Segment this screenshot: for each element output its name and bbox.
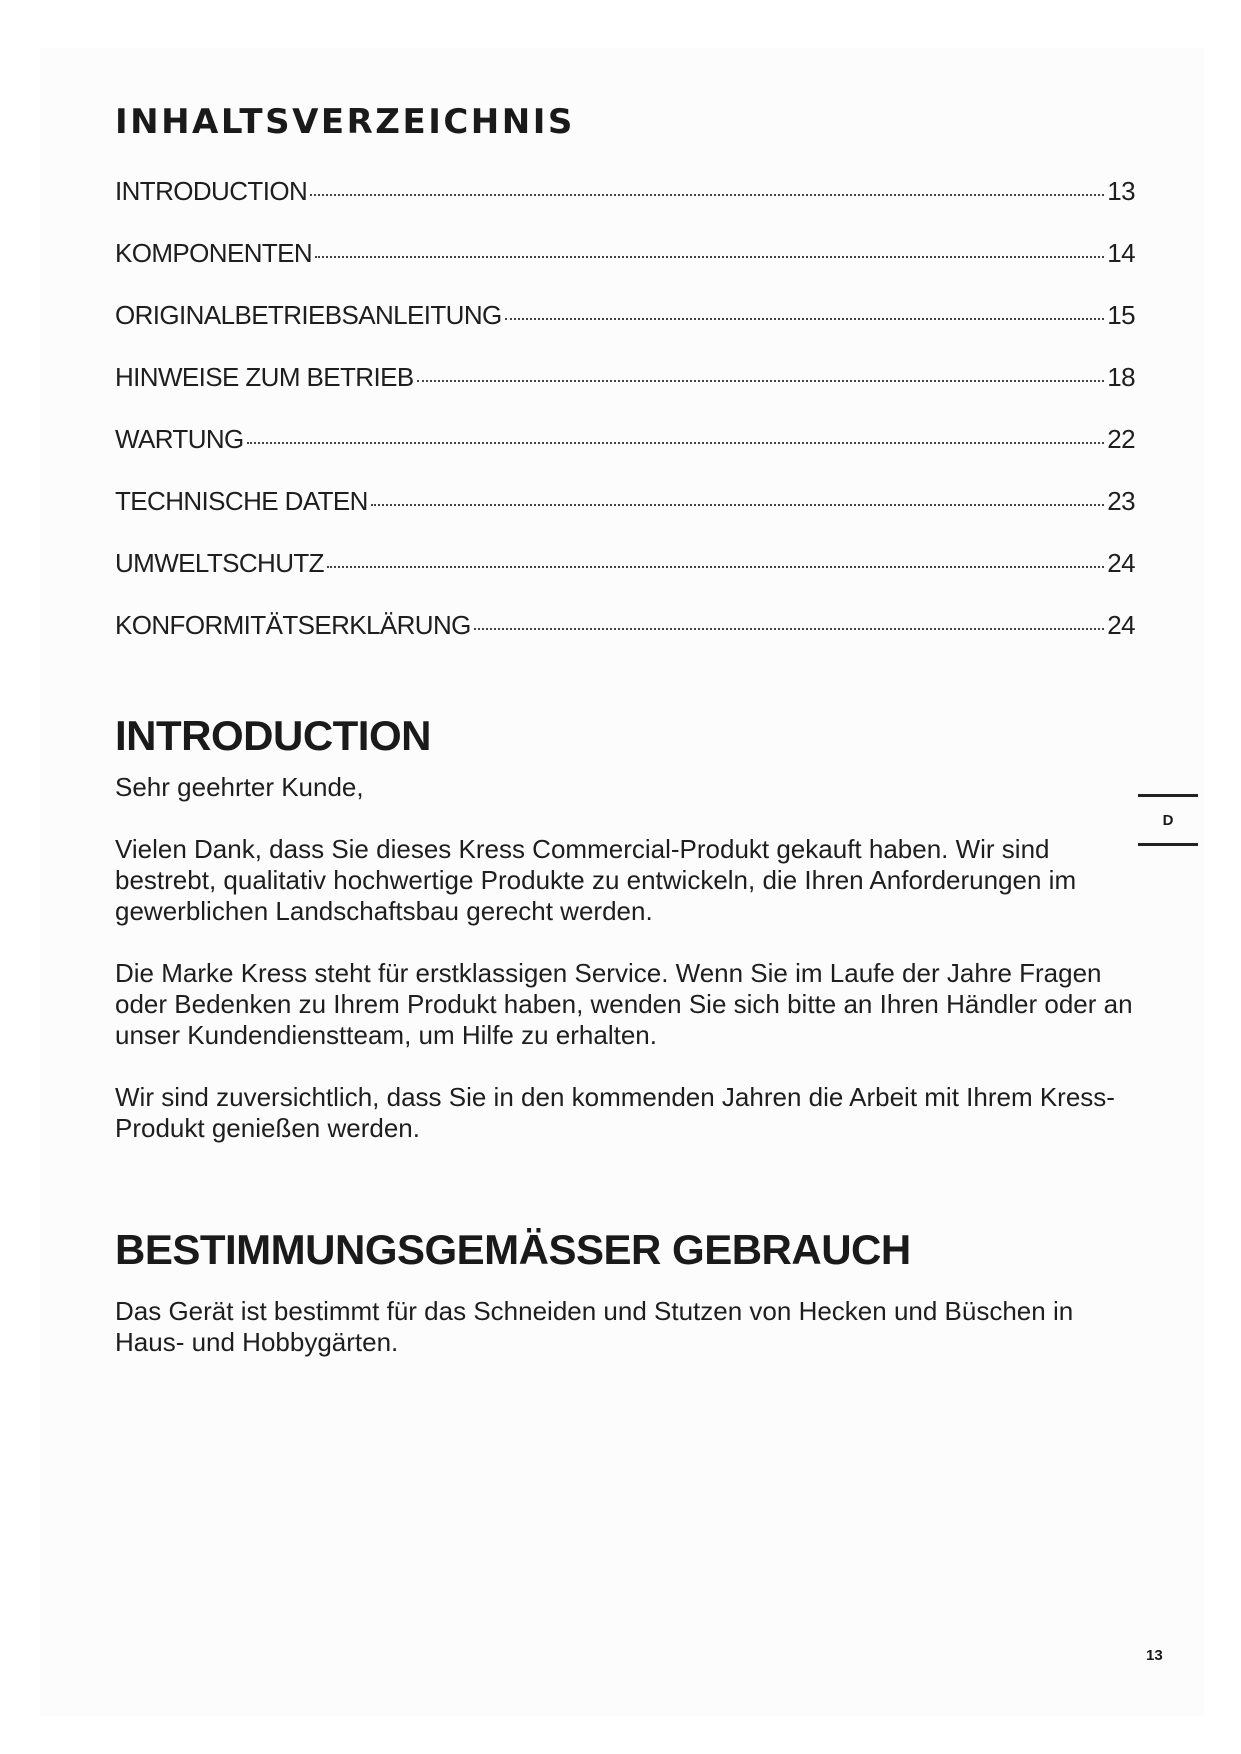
toc-leader-dots — [371, 504, 1104, 506]
toc-entry-page: 14 — [1107, 238, 1135, 268]
language-tab: D — [1138, 794, 1198, 846]
introduction-paragraph: Wir sind zuversichtlich, dass Sie in den kommenden Jahren die Arbeit mit Ihrem Kress-Produkt genießen werden. — [115, 1082, 1115, 1143]
toc-entry-technische-daten[interactable] — [115, 486, 1135, 548]
toc-leader-dots — [315, 256, 1104, 258]
toc-entry-page: 24 — [1107, 610, 1135, 640]
toc-entry-page: 13 — [1107, 176, 1135, 206]
toc-entry-introduction[interactable] — [115, 176, 1135, 238]
toc-entry-page: 15 — [1107, 300, 1135, 330]
toc-entry-label: ORIGINALBETRIEBSANLEITUNG — [115, 300, 502, 330]
intended-use-text: Das Gerät ist bestimmt für das Schneiden und Stutzen von Hecken und Büschen in Haus- und Hobbygärten. — [115, 1296, 1074, 1357]
toc-entry-page: 18 — [1107, 362, 1135, 392]
toc-leader-dots — [247, 442, 1105, 444]
toc-entry-page: 23 — [1107, 486, 1135, 516]
toc-entry-label: TECHNISCHE DATEN — [115, 486, 368, 516]
toc-entry-hinweise-zum-betrieb[interactable] — [115, 362, 1135, 424]
toc-entry-umweltschutz[interactable] — [115, 548, 1135, 610]
toc-leader-dots — [327, 566, 1104, 568]
introduction-heading: INTRODUCTION — [115, 712, 431, 759]
toc-entry-konformitaetserklaerung[interactable] — [115, 610, 1135, 672]
toc-heading: INHALTSVERZEICHNIS — [115, 102, 575, 142]
introduction-paragraph: Vielen Dank, dass Sie dieses Kress Commercial-Produkt gekauft haben. Wir sind bestrebt, qualitativ hochwertige Produkte zu entwickeln, die Ihren Anforderungen im gewerblichen Landschaftsbau gerecht werden. — [115, 834, 1077, 926]
toc-entry-originalbetriebsanleitung[interactable] — [115, 300, 1135, 362]
toc-entry-label: WARTUNG — [115, 424, 244, 454]
toc-entry-label: INTRODUCTION — [115, 176, 308, 206]
toc-leader-dots — [474, 628, 1104, 630]
toc-entry-komponenten[interactable] — [115, 238, 1135, 300]
toc-entry-label: KOMPONENTEN — [115, 238, 313, 268]
toc-entry-wartung[interactable] — [115, 424, 1135, 486]
introduction-paragraph: Die Marke Kress steht für erstklassigen Service. Wenn Sie im Laufe der Jahre Fragen oder Bedenken zu Ihrem Produkt haben, wenden Sie sich bitte an Ihren Händler oder an unser Kundendienstteam, um Hilfe zu erhalten. — [115, 958, 1133, 1050]
toc-entry-label: KONFORMITÄTSERKLÄRUNG — [115, 610, 471, 640]
toc-leader-dots — [310, 194, 1104, 196]
toc-entry-page: 22 — [1107, 424, 1135, 454]
toc-entry-label: HINWEISE ZUM BETRIEB — [115, 362, 414, 392]
toc-list — [115, 176, 1135, 672]
introduction-greeting: Sehr geehrter Kunde, — [115, 772, 364, 802]
page-number: 13 — [1146, 1647, 1163, 1664]
toc-entry-label: UMWELTSCHUTZ — [115, 548, 324, 578]
toc-leader-dots — [417, 380, 1105, 382]
toc-leader-dots — [505, 318, 1105, 320]
toc-entry-page: 24 — [1107, 548, 1135, 578]
intended-use-heading: BESTIMMUNGSGEMÄSSER GEBRAUCH — [115, 1226, 911, 1273]
